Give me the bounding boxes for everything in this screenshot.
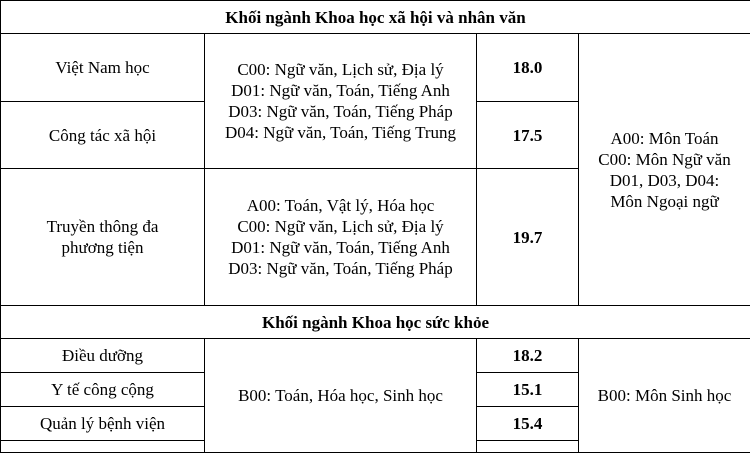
combo-line: A00: Toán, Vật lý, Hóa học <box>205 195 476 216</box>
note-line: A00: Môn Toán <box>579 128 750 149</box>
score-cell: 15.1 <box>477 373 579 407</box>
combo-line: C00: Ngữ văn, Lịch sử, Địa lý <box>205 216 476 237</box>
major-name <box>1 441 205 453</box>
combo-line: D01: Ngữ văn, Toán, Tiếng Anh <box>205 80 476 101</box>
major-name-line: Truyền thông đa <box>1 216 204 237</box>
score-cell <box>477 441 579 453</box>
major-name <box>1 169 205 306</box>
score-cell: 17.5 <box>477 102 579 169</box>
combo-line: D03: Ngữ văn, Toán, Tiếng Pháp <box>205 258 476 279</box>
subject-combinations: B00: Toán, Hóa học, Sinh học <box>205 339 477 453</box>
priority-subject-note <box>579 34 750 306</box>
combo-line: D01: Ngữ văn, Toán, Tiếng Anh <box>205 237 476 258</box>
combo-line: D04: Ngữ văn, Toán, Tiếng Trung <box>205 122 476 143</box>
subject-combinations <box>205 34 477 169</box>
combo-line: C00: Ngữ văn, Lịch sử, Địa lý <box>205 59 476 80</box>
major-name: Công tác xã hội <box>1 102 205 169</box>
note-line: D01, D03, D04: <box>579 170 750 191</box>
score-cell: 19.7 <box>477 169 579 306</box>
score-cell: 18.0 <box>477 34 579 102</box>
note-line: C00: Môn Ngữ văn <box>579 149 750 170</box>
combo-line: D03: Ngữ văn, Toán, Tiếng Pháp <box>205 101 476 122</box>
subject-combinations <box>205 169 477 306</box>
score-cell: 18.2 <box>477 339 579 373</box>
major-name-line: phương tiện <box>1 237 204 258</box>
major-name: Điều dưỡng <box>1 339 205 373</box>
major-name: Y tế công cộng <box>1 373 205 407</box>
section-title-social: Khối ngành Khoa học xã hội và nhân văn <box>1 1 750 34</box>
priority-subject-note: B00: Môn Sinh học <box>579 339 750 453</box>
table-row <box>1 34 750 102</box>
section-title-health: Khối ngành Khoa học sức khỏe <box>1 306 750 339</box>
major-name: Việt Nam học <box>1 34 205 102</box>
major-name: Quản lý bệnh viện <box>1 407 205 441</box>
note-line: Môn Ngoại ngữ <box>579 191 750 212</box>
score-cell: 15.4 <box>477 407 579 441</box>
table-row <box>1 339 750 373</box>
section-header-row <box>1 1 750 34</box>
section-header-row <box>1 306 750 339</box>
